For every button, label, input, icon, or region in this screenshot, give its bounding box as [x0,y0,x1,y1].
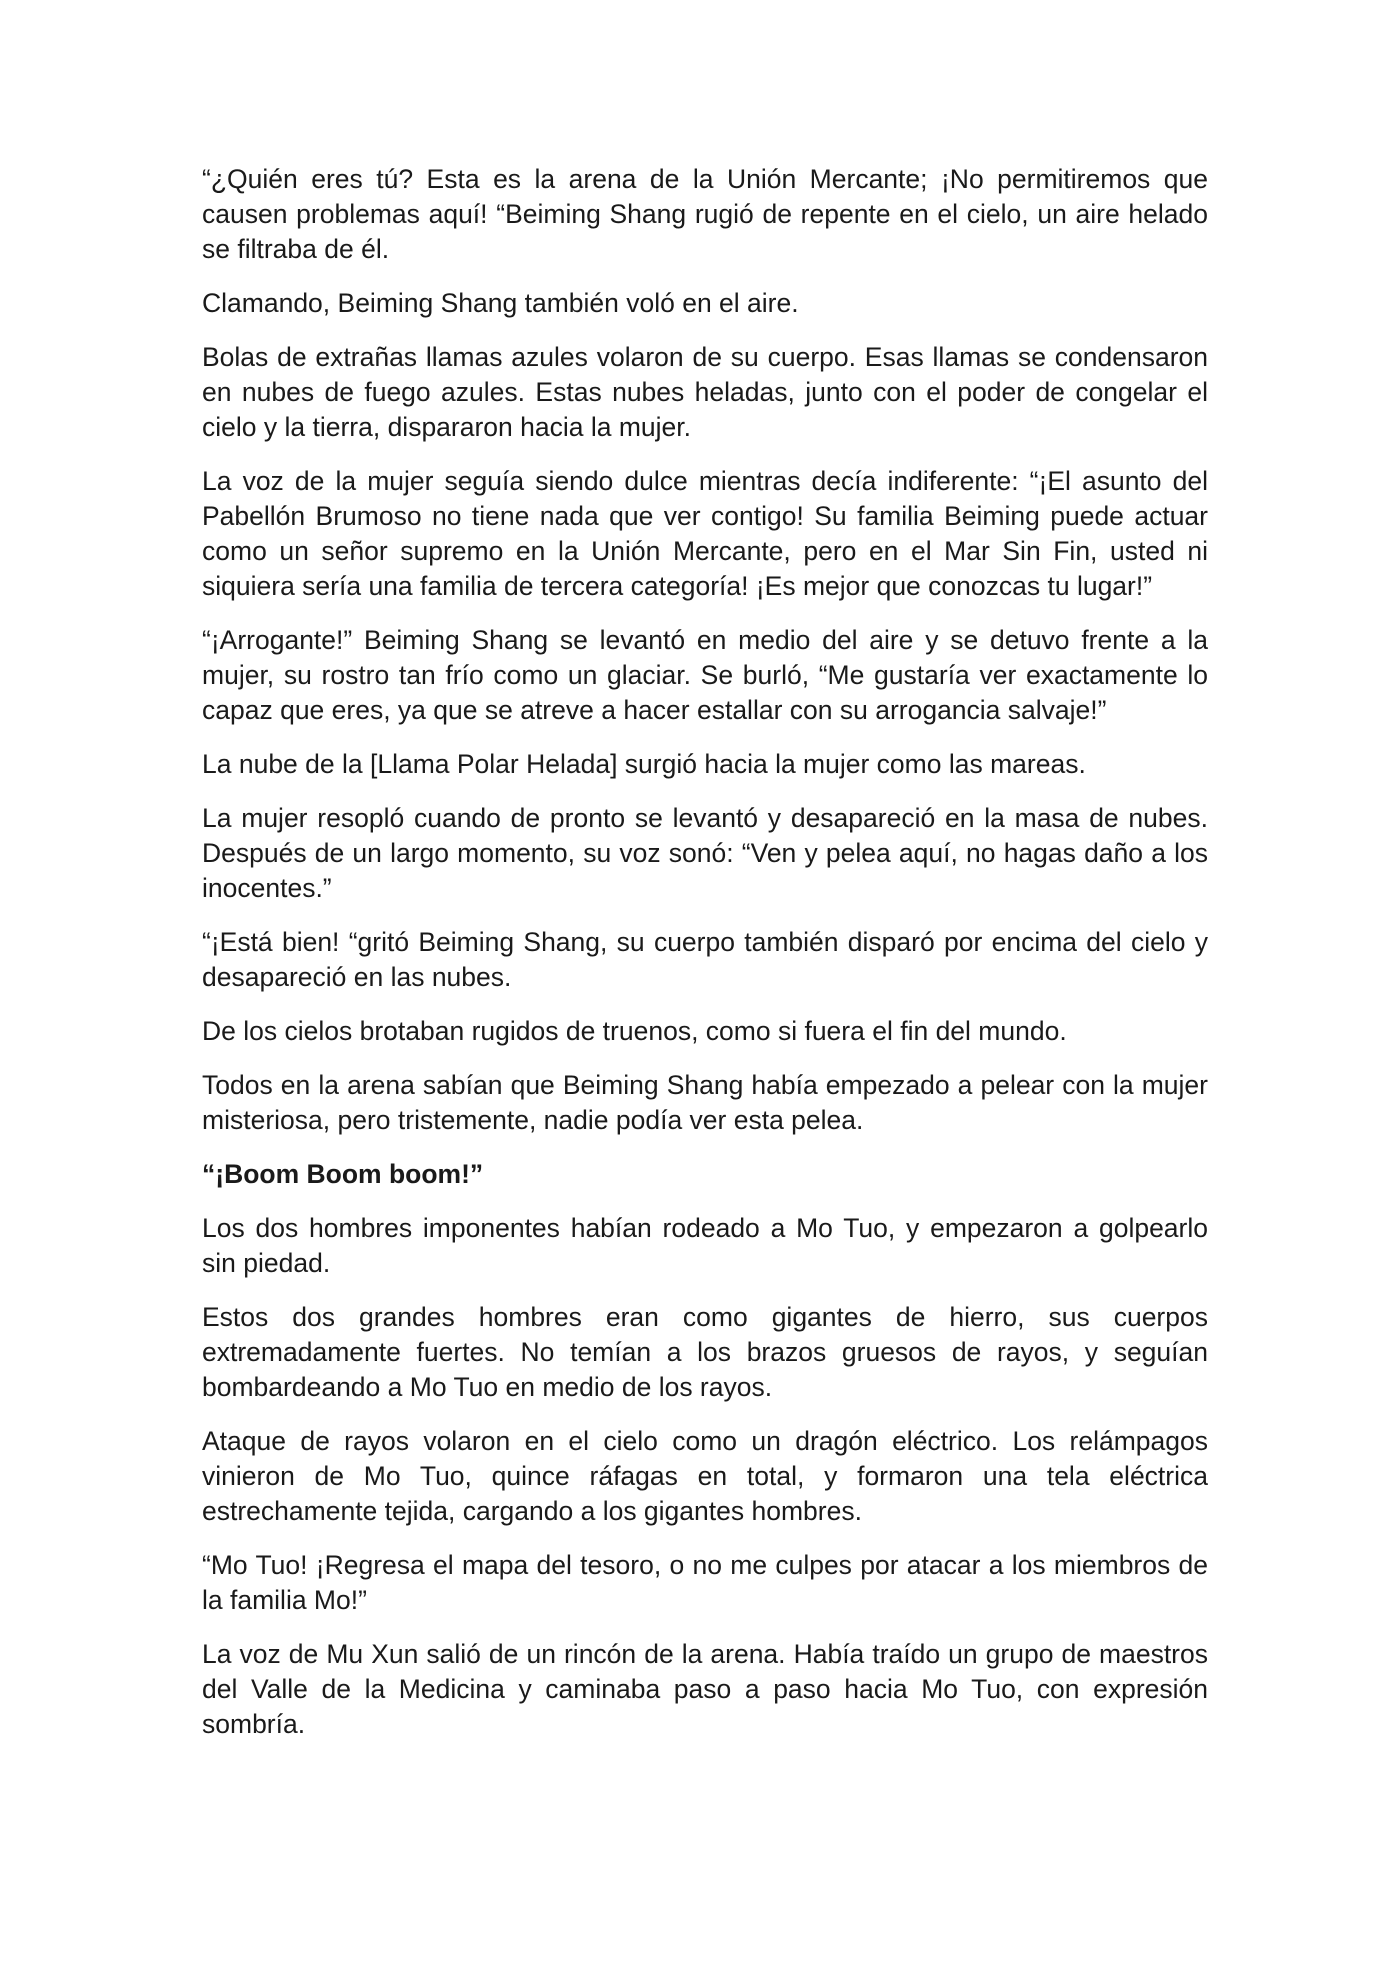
paragraph-5: “¡Arrogante!” Beiming Shang se levantó en medio del aire y se detuvo frente a la mujer, su rostro tan frío como un glaciar. Se burló, “Me gustaría ver exactamente lo capaz que eres, ya que se atreve a hacer estallar con su arrogancia salvaje!” [202,625,1208,725]
document-page [202,162,1208,1761]
paragraph-3: Bolas de extrañas llamas azules volaron de su cuerpo. Esas llamas se condensaron en nubes de fuego azules. Estas nubes heladas, junto con el poder de congelar el cielo y la tierra, dispararon hacia la mujer. [202,342,1208,442]
paragraph-14: Ataque de rayos volaron en el cielo como un dragón eléctrico. Los relámpagos vinieron de Mo Tuo, quince ráfagas en total, y formaron una tela eléctrica estrechamente tejida, cargando a los gigantes hombres. [202,1426,1208,1526]
paragraph-2: Clamando, Beiming Shang también voló en el aire. [202,288,799,318]
paragraph-7: La mujer resopló cuando de pronto se levantó y desapareció en la masa de nubes. Después de un largo momento, su voz sonó: “Ven y pelea aquí, no hagas daño a los inocentes.” [202,803,1208,903]
paragraph-11-bold-exclamation: “¡Boom Boom boom!” [202,1159,484,1189]
paragraph-15: “Mo Tuo! ¡Regresa el mapa del tesoro, o no me culpes por atacar a los miembros de la familia Mo!” [202,1550,1208,1615]
paragraph-16: La voz de Mu Xun salió de un rincón de la arena. Había traído un grupo de maestros del Valle de la Medicina y caminaba paso a paso hacia Mo Tuo, con expresión sombría. [202,1639,1208,1739]
paragraph-4: La voz de la mujer seguía siendo dulce mientras decía indiferente: “¡El asunto del Pabellón Brumoso no tiene nada que ver contigo! Su familia Beiming puede actuar como un señor supremo en la Unión Mercante, pero en el Mar Sin Fin, usted ni siquiera sería una familia de tercera categoría! ¡Es mejor que conozcas tu lugar!” [202,466,1208,601]
paragraph-8: “¡Está bien! “gritó Beiming Shang, su cuerpo también disparó por encima del cielo y desapareció en las nubes. [202,927,1208,992]
paragraph-12: Los dos hombres imponentes habían rodeado a Mo Tuo, y empezaron a golpearlo sin piedad. [202,1213,1208,1278]
paragraph-13: Estos dos grandes hombres eran como gigantes de hierro, sus cuerpos extremadamente fuertes. No temían a los brazos gruesos de rayos, y seguían bombardeando a Mo Tuo en medio de los rayos. [202,1302,1208,1402]
paragraph-1: “¿Quién eres tú? Esta es la arena de la Unión Mercante; ¡No permitiremos que causen problemas aquí! “Beiming Shang rugió de repente en el cielo, un aire helado se filtraba de él. [202,164,1208,264]
paragraph-10: Todos en la arena sabían que Beiming Shang había empezado a pelear con la mujer misteriosa, pero tristemente, nadie podía ver esta pelea. [202,1070,1208,1135]
paragraph-6: La nube de la [Llama Polar Helada] surgió hacia la mujer como las mareas. [202,749,1086,779]
paragraph-9: De los cielos brotaban rugidos de truenos, como si fuera el fin del mundo. [202,1016,1067,1046]
